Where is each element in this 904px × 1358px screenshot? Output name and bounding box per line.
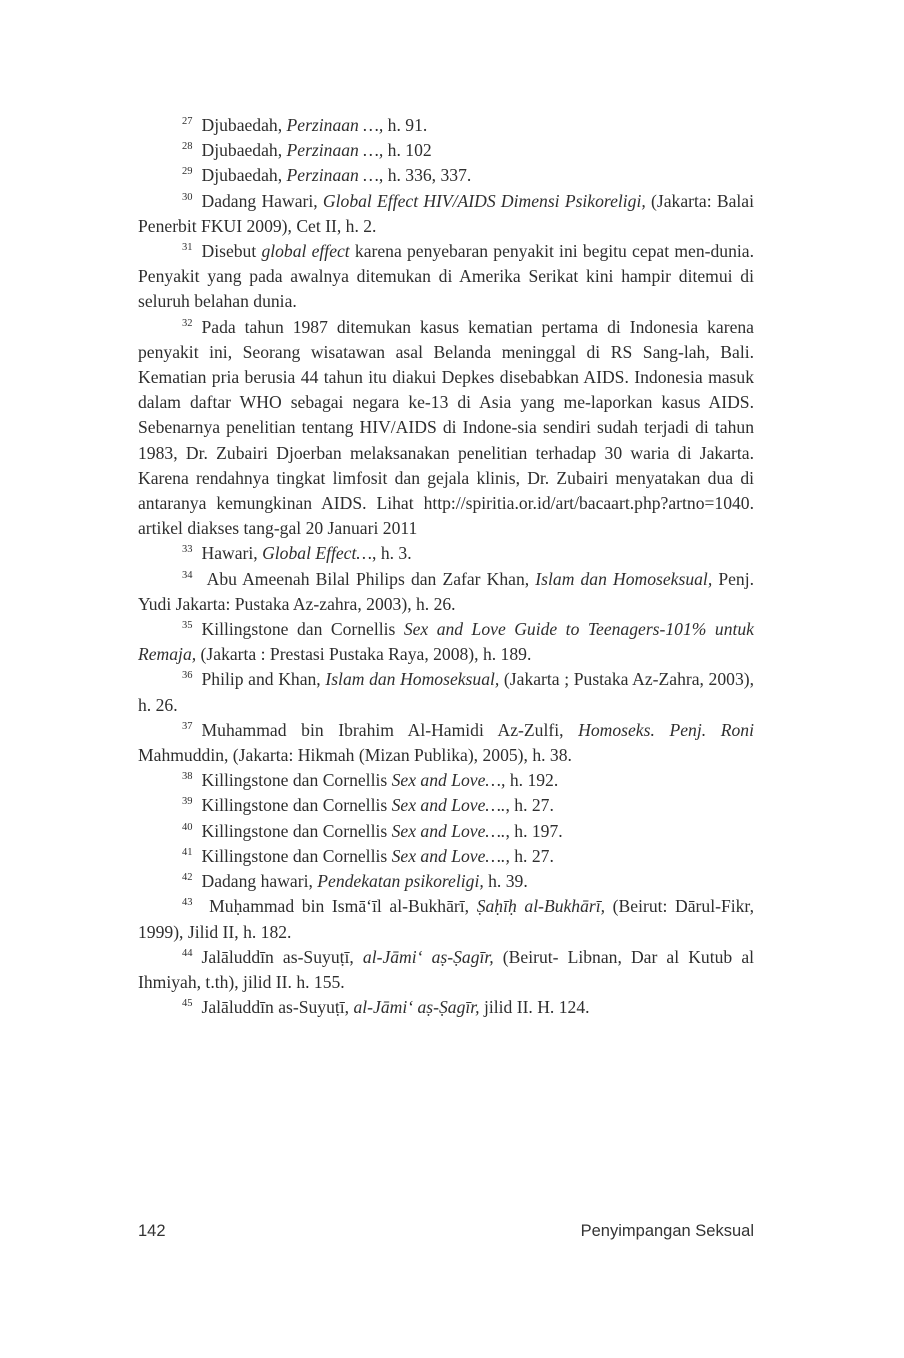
footnote-number: 38 — [182, 771, 193, 783]
footnote-text: h. 102 — [383, 140, 432, 161]
footnote-text: Abu Ameenah Bilal Philips dan Zafar Khan, — [201, 568, 536, 589]
footnote-number: 39 — [182, 796, 193, 808]
footnote-text: Djubaedah, — [201, 165, 287, 186]
footnote-title: Homoseks. Penj. Roni — [578, 719, 754, 740]
footnote-text: (Jakarta : Prestasi Pustaka Raya, 2008), h. 189. — [196, 644, 532, 665]
footnote-text: Killingstone dan Cornellis — [201, 770, 392, 791]
footnote — [138, 617, 754, 667]
footnote-text: Pada tahun 1987 ditemukan kasus kematian pertama di Indonesia karena penyakit ini, Seorang wisatawan asal Belanda meninggal di RS Sang-lah, Bali. Kematian pria berusia 44 tahun itu diakui Depkes disebabkan AIDS. Indonesia masuk dalam daftar WHO sebagai negara ke-13 di Asia yang me-laporkan kasus AIDS. Sebenarnya penelitian tentang HIV/AIDS di Indone-sia sendiri sudah terjadi di tahun 1983, Dr. Zubairi Djoerban melaksanakan penelitian terhadap 30 waria di Jakarta. Karena rendahnya tingkat limfosit dan gejala klinis, Dr. Zubairi menyatakan dua di antaranya kemungkinan AIDS. Lihat http://spiritia.or.id/art/bacaart.php?artno=1040. artikel diakses tang-gal 20 Januari 2011 — [138, 316, 754, 539]
footnote-text: Dadang Hawari, — [201, 190, 323, 211]
footnote-text: jilid II. H. 124. — [479, 997, 590, 1018]
footnote-text: (Beirut- Libnan, Dar al Kutub al Ihmiyah, t.th), jilid II. h. 155. — [138, 946, 755, 992]
footnote-text: , h. 336, 337. — [378, 165, 472, 186]
footnote-text: Hawari, — [201, 543, 263, 564]
footnote-text: (Jakarta ; Pustaka Az-Zahra, 2003), h. 26. — [138, 669, 754, 715]
footnote-text: h. 91. — [383, 115, 428, 135]
footnote-number: 40 — [182, 821, 193, 833]
footnote-text: , h. 3. — [372, 543, 412, 564]
footnote-title: Perzinaan …, — [286, 115, 384, 135]
footnote-title: Perzinaan … — [286, 165, 379, 186]
footnote-text: Killingstone dan Cornellis — [201, 795, 392, 816]
footnote — [138, 113, 754, 138]
footnote-text: Muhammad bin Ibrahim Al-Hamidi Az-Zulfi, — [201, 719, 579, 740]
footnote-text: Killingstone dan Cornellis — [201, 820, 392, 841]
footnote-title: Sex and Love…. — [391, 820, 506, 841]
footnote-title: Global Effect… — [262, 543, 373, 564]
footnote-text: karena penyebaran penyakit ini begitu cepat men-dunia. Penyakit yang pada awalnya ditemukan di Amerika Serikat kini hampir ditemui di seluruh belahan dunia. — [138, 241, 754, 312]
footnote-text: (Jakarta: Balai Penerbit FKUI 2009), Cet II, h. 2. — [138, 190, 754, 236]
footnote-number: 44 — [182, 947, 193, 959]
footnote — [138, 541, 754, 566]
footnote-title: Global Effect HIV/AIDS Dimensi Psikoreligi, — [322, 190, 646, 211]
footnote-title: al-Jāmi‘ aṣ-Ṣagīr, — [353, 997, 480, 1018]
footnote-text: Killingstone dan Cornellis — [201, 619, 404, 640]
footnote-title: global effect — [261, 241, 350, 262]
footnote — [138, 869, 754, 894]
footnote-number: 35 — [182, 620, 193, 632]
page-footer — [138, 1222, 754, 1246]
footnote-number: 30 — [182, 191, 193, 203]
footnote-text: Killingstone dan Cornellis — [201, 845, 392, 866]
footnote-title: Islam dan Homoseksual, — [325, 669, 500, 690]
footnote — [138, 667, 754, 717]
footnote-title: Pendekatan psikoreligi, — [317, 871, 484, 892]
footnote-number: 41 — [182, 846, 193, 858]
footnote-number: 29 — [182, 166, 193, 178]
footnote-text: Djubaedah, — [201, 140, 287, 161]
footnote-title: Islam dan Homoseksual, — [535, 568, 713, 589]
footnote-number: 36 — [182, 670, 193, 682]
footnote-number: 34 — [182, 569, 193, 581]
footnote-text: Penj. Yudi Jakarta: Pustaka Az-zahra, 2003), h. 26. — [138, 568, 755, 614]
footnote-text: Philip and Khan, — [201, 669, 326, 690]
page-number: 142 — [138, 1222, 166, 1240]
footnote — [138, 819, 754, 844]
footnote-title: Sex and Love…. — [391, 795, 506, 816]
footnote-text: Disebut — [201, 241, 262, 262]
footnote-title: Sex and Love…, — [391, 770, 506, 791]
footnote — [138, 567, 754, 617]
footnote-text: Mahmuddin, (Jakarta: Hikmah (Mizan Publika), 2005), h. 38. — [138, 745, 572, 766]
footnote — [138, 315, 754, 542]
footnote-number: 42 — [182, 872, 193, 884]
footnote-text: Muḥammad bin Ismā‘īl al-Bukhārī, — [201, 896, 477, 917]
footnote-title: Sex and Love Guide to Teenagers-101% untuk Remaja, — [138, 619, 754, 665]
footnote — [138, 163, 754, 188]
footnote-number: 31 — [182, 242, 193, 254]
footnote-text: Djubaedah, — [201, 115, 287, 135]
footnote — [138, 793, 754, 818]
footnote-text: Jalāluddīn as-Suyuṭī, — [201, 946, 363, 967]
footnote-title: Sex and Love…., — [391, 845, 510, 866]
footnote-text: , h. 27. — [505, 795, 554, 816]
footnote-text: h. 27. — [509, 845, 554, 866]
footnote — [138, 239, 754, 315]
footnote — [138, 844, 754, 869]
footnote-text: , h. 197. — [505, 820, 563, 841]
footnote — [138, 995, 754, 1020]
footnote-number: 37 — [182, 720, 193, 732]
running-title: Penyimpangan Seksual — [580, 1222, 754, 1240]
footnote-text: Dadang hawari, — [201, 871, 318, 892]
footnote-number: 28 — [182, 141, 193, 153]
footnote — [138, 768, 754, 793]
footnote-number: 32 — [182, 317, 193, 329]
footnote — [138, 138, 754, 163]
footnote-number: 27 — [182, 116, 193, 127]
footnote-text: (Beirut: Dārul-Fikr, 1999), Jilid II, h. 182. — [138, 896, 754, 942]
footnote — [138, 189, 754, 239]
footnote-text: h. 192. — [505, 770, 559, 791]
footnote-title: al-Jāmi‘ aṣ-Ṣagīr, — [362, 946, 494, 967]
footnote-text: h. 39. — [483, 871, 528, 892]
footnote-number: 43 — [182, 897, 193, 909]
footnote — [138, 718, 754, 768]
footnote — [138, 894, 754, 944]
footnote-text: Jalāluddīn as-Suyuṭī, — [201, 997, 354, 1018]
footnote — [138, 945, 754, 995]
footnote-number: 45 — [182, 998, 193, 1010]
footnote-title: Ṣaḥīḥ al-Bukhārī, — [476, 896, 606, 917]
footnote-title: Perzinaan …, — [286, 140, 384, 161]
footnotes-section — [138, 113, 754, 1020]
footnote-number: 33 — [182, 544, 193, 556]
